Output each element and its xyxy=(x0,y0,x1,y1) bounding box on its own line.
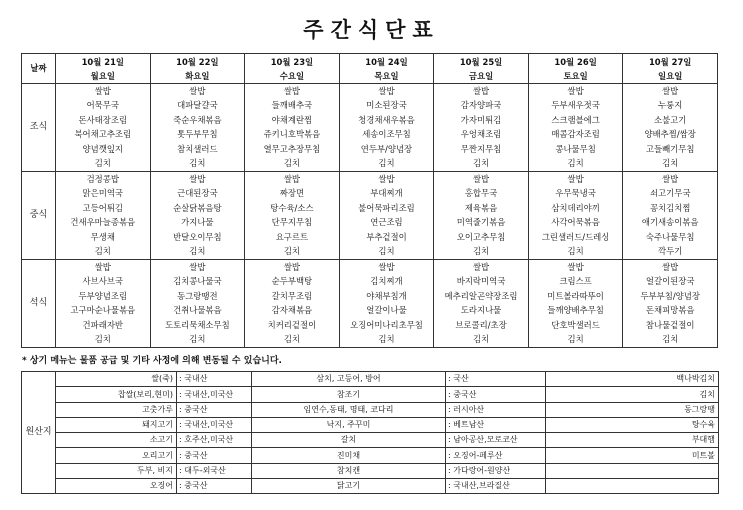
menu-item: 미소된장국 xyxy=(366,100,407,111)
menu-item: 쌀밥 xyxy=(567,85,584,96)
origin-item: 오징어 xyxy=(56,478,177,493)
origin-source: : 남아공산,모로코산 xyxy=(446,433,546,448)
menu-item: 쌀밥 xyxy=(662,173,679,184)
menu-items xyxy=(152,260,244,347)
menu-items xyxy=(341,172,433,259)
origin-item: 쌀(죽) xyxy=(56,372,177,387)
menu-item: 김치콩나물국 xyxy=(173,276,222,287)
menu-item: 쌀밥 xyxy=(378,261,395,272)
origin-source: : 오징어-페루산 xyxy=(446,448,546,463)
menu-item: 쇠고기무국 xyxy=(649,188,691,199)
day-date: 10월 26일 xyxy=(554,56,597,67)
day-header xyxy=(339,54,434,84)
menu-item: 미역줄기볶음 xyxy=(456,217,506,228)
day-weekday: 금요일 xyxy=(468,70,494,81)
menu-item: 김치 xyxy=(662,158,679,169)
menu-items xyxy=(57,84,149,171)
menu-item: 김치 xyxy=(94,158,111,169)
menu-item: 김치 xyxy=(189,334,206,345)
day-date: 10월 21일 xyxy=(81,56,124,67)
menu-item: 오징어미나리초무침 xyxy=(350,319,423,330)
menu-item: 부대찌개 xyxy=(370,188,403,199)
page-title: 주간식단표 xyxy=(303,18,440,42)
menu-item: 불어묵파리조림 xyxy=(358,202,415,213)
menu-item: 김치 xyxy=(189,246,206,257)
menu-item: 검정콩밥 xyxy=(86,173,119,184)
origin-table xyxy=(21,371,719,494)
menu-item: 김치 xyxy=(472,334,490,345)
menu-item: 열무고추장무침 xyxy=(263,143,321,154)
menu-items xyxy=(246,260,338,347)
meal-row xyxy=(22,260,718,348)
menu-item: 참치샐러드 xyxy=(177,143,218,154)
menu-cell xyxy=(623,260,718,348)
origin-item: 소고기 xyxy=(56,433,177,448)
menu-item: 김치 xyxy=(567,158,584,169)
menu-item: 도라지나물 xyxy=(460,305,502,316)
menu-item: 사브사브국 xyxy=(82,276,123,287)
menu-item: 김치 xyxy=(283,158,300,169)
menu-item: 참나물겉절이 xyxy=(645,319,695,330)
meal-label: 조식 xyxy=(22,84,56,172)
meal-label: 중식 xyxy=(22,172,56,260)
menu-cell xyxy=(339,260,434,348)
origin-source: : 중국산 xyxy=(177,478,252,493)
menu-item: 쌀밥 xyxy=(567,261,584,272)
meal-row xyxy=(22,84,718,172)
day-header xyxy=(56,54,151,84)
menu-item: 대파달걀국 xyxy=(177,100,218,111)
menu-items xyxy=(152,172,244,259)
menu-item: 김치 xyxy=(472,246,490,257)
weekly-menu-table xyxy=(21,53,718,348)
menu-cell xyxy=(528,260,623,348)
menu-items xyxy=(530,84,622,171)
menu-item: 무생채 xyxy=(90,231,115,242)
menu-cell xyxy=(245,172,340,260)
menu-item: 탕수육/소스 xyxy=(270,202,314,213)
menu-item: 청경채새우볶음 xyxy=(358,114,415,125)
menu-item: 순살닭볶음탕 xyxy=(173,202,222,213)
menu-cell xyxy=(434,84,529,172)
menu-item: 김치찌개 xyxy=(370,276,403,287)
day-header xyxy=(150,54,245,84)
menu-item: 브로콜리/초장 xyxy=(455,319,507,330)
menu-cell xyxy=(245,260,340,348)
menu-items xyxy=(246,84,338,171)
menu-item: 연두부/양념장 xyxy=(360,143,413,154)
origin-item: 백나박김치 xyxy=(546,372,719,387)
menu-item: 무짠지무침 xyxy=(460,143,502,154)
menu-items xyxy=(435,260,527,347)
menu-item: 쌀밥 xyxy=(472,261,490,272)
origin-item: 임연수,동태, 명태, 코다리 xyxy=(252,402,446,417)
menu-item: 미트볼라따뚜이 xyxy=(547,290,604,301)
menu-cell xyxy=(150,172,245,260)
menu-items xyxy=(624,84,716,171)
origin-row xyxy=(22,402,719,417)
menu-cell xyxy=(623,84,718,172)
menu-item: 소불고기 xyxy=(654,114,687,125)
meal-label: 석식 xyxy=(22,260,56,348)
menu-cell xyxy=(528,172,623,260)
menu-items xyxy=(530,172,622,259)
menu-item: 홍합무국 xyxy=(464,188,498,199)
menu-item: 김치 xyxy=(662,334,679,345)
menu-item: 요구르트 xyxy=(275,231,309,242)
menu-cell xyxy=(623,172,718,260)
menu-item: 쌀밥 xyxy=(283,85,300,96)
origin-source: : 가다랑어-원양산 xyxy=(446,463,546,478)
origin-row xyxy=(22,417,719,432)
origin-item xyxy=(546,463,719,478)
menu-item: 두부새우젓국 xyxy=(551,100,600,111)
menu-items xyxy=(435,172,527,259)
menu-item: 오이고추무침 xyxy=(456,231,506,242)
menu-cell xyxy=(56,172,151,260)
menu-cell xyxy=(434,172,529,260)
origin-row xyxy=(22,478,719,493)
menu-item: 순두부백탕 xyxy=(271,276,313,287)
menu-item: 쥬키니호박볶음 xyxy=(263,129,321,140)
menu-item: 돈사태장조림 xyxy=(78,114,128,125)
menu-cell xyxy=(245,84,340,172)
origin-item: 닭고기 xyxy=(252,478,446,493)
menu-item: 김치 xyxy=(94,334,111,345)
menu-item: 김치 xyxy=(283,246,300,257)
menu-item: 감자채볶음 xyxy=(271,305,313,316)
menu-item: 김치 xyxy=(189,158,206,169)
menu-item: 단호박샐러드 xyxy=(551,319,600,330)
origin-item: 참조기 xyxy=(252,387,446,402)
menu-item: 단무지무침 xyxy=(271,217,313,228)
menu-item: 김치 xyxy=(378,158,395,169)
menu-item: 누룽지 xyxy=(658,100,683,111)
menu-item: 두부부침/양념장 xyxy=(640,290,700,301)
menu-items xyxy=(624,260,716,347)
menu-cell xyxy=(150,84,245,172)
menu-item: 깍두기 xyxy=(658,246,683,257)
origin-item: 두부, 비지 xyxy=(56,463,177,478)
menu-cell xyxy=(56,84,151,172)
menu-cell xyxy=(56,260,151,348)
menu-item: 두부양념조림 xyxy=(78,290,128,301)
day-weekday: 월요일 xyxy=(90,70,115,81)
origin-row xyxy=(22,463,719,478)
menu-cell xyxy=(339,84,434,172)
menu-item: 숙주나물무침 xyxy=(645,231,695,242)
menu-item: 쌀밥 xyxy=(94,261,111,272)
menu-item: 우엉채조림 xyxy=(460,129,502,140)
day-weekday: 토요일 xyxy=(563,70,588,81)
origin-item: 찹쌀(보리,현미) xyxy=(56,387,177,402)
origin-label: 원산지 xyxy=(22,372,56,494)
menu-item: 쌀밥 xyxy=(189,85,206,96)
menu-item: 쌀밥 xyxy=(662,261,679,272)
origin-item: 갈치 xyxy=(252,433,446,448)
menu-item: 매콤감자조림 xyxy=(551,129,600,140)
menu-item: 가자미튀김 xyxy=(460,114,502,125)
menu-item: 고등어튀김 xyxy=(82,202,123,213)
menu-item: 김치 xyxy=(283,334,300,345)
menu-item: 애기새송이볶음 xyxy=(641,217,699,228)
menu-item: 쌀밥 xyxy=(189,261,206,272)
menu-item: 톳두부무침 xyxy=(177,129,218,140)
origin-source: : 중국산 xyxy=(177,448,252,463)
menu-item: 세송이조무침 xyxy=(362,129,411,140)
day-date: 10월 27일 xyxy=(648,56,692,67)
menu-item: 근대된장국 xyxy=(177,188,218,199)
notice-text: * 상기 메뉴는 물품 공급 및 기타 사정에 의해 변동될 수 있습니다. xyxy=(22,356,282,366)
menu-item: 양념깻잎지 xyxy=(82,143,123,154)
menu-item: 김치 xyxy=(472,158,490,169)
menu-item: 고구마순나물볶음 xyxy=(70,305,136,316)
origin-item: 낙지, 주꾸미 xyxy=(252,417,446,432)
menu-item: 양배추찜/쌈장 xyxy=(644,129,696,140)
menu-item: 야채계란찜 xyxy=(271,114,313,125)
menu-item: 동그랑땡전 xyxy=(177,290,218,301)
origin-item: 고춧가루 xyxy=(56,402,177,417)
origin-item: 동그랑땡 xyxy=(546,402,719,417)
day-date: 10월 23일 xyxy=(270,56,314,67)
menu-item: 김치 xyxy=(378,246,395,257)
day-header xyxy=(245,54,340,84)
origin-source: : 호주산,미국산 xyxy=(177,433,252,448)
menu-item: 맑은미역국 xyxy=(82,188,123,199)
menu-item: 건파래자반 xyxy=(82,319,123,330)
menu-cell xyxy=(434,260,529,348)
day-header xyxy=(434,54,529,84)
menu-item: 건취나물볶음 xyxy=(173,305,222,316)
day-date: 10월 24일 xyxy=(365,56,408,67)
day-weekday: 일요일 xyxy=(658,70,683,81)
menu-item: 들깨양배추무침 xyxy=(547,305,604,316)
origin-item: 돼지고기 xyxy=(56,417,177,432)
menu-items xyxy=(152,84,244,171)
origin-source: : 국내산,미국산 xyxy=(177,387,252,402)
menu-item: 쌀밥 xyxy=(94,85,111,96)
origin-item: 오리고기 xyxy=(56,448,177,463)
origin-item: 부대햄 xyxy=(546,433,719,448)
menu-item: 꽁치김치찜 xyxy=(649,202,691,213)
menu-item: 도토리묵채소무침 xyxy=(164,319,230,330)
menu-item: 제육볶음 xyxy=(464,202,498,213)
date-corner-label: 날짜 xyxy=(22,54,56,84)
menu-item: 메추리알곤약장조림 xyxy=(444,290,518,301)
origin-source: : 중국산 xyxy=(446,387,546,402)
menu-item: 가지나물 xyxy=(181,217,214,228)
origin-row xyxy=(22,372,719,387)
menu-item: 그린샐러드/드레싱 xyxy=(541,231,610,242)
menu-item: 쌀밥 xyxy=(189,173,206,184)
menu-item: 치커리겉절이 xyxy=(267,319,317,330)
origin-item: 참치캔 xyxy=(252,463,446,478)
menu-item: 바지락미역국 xyxy=(456,276,506,287)
day-date: 10월 25일 xyxy=(459,56,503,67)
origin-item: 진미채 xyxy=(252,448,446,463)
menu-items xyxy=(435,84,527,171)
origin-row xyxy=(22,387,719,402)
origin-source: : 국내산,미국산 xyxy=(177,417,252,432)
menu-item: 얼갈이된장국 xyxy=(645,276,695,287)
menu-item: 짜장면 xyxy=(279,188,305,199)
menu-item: 야채부침개 xyxy=(366,290,407,301)
day-weekday: 수요일 xyxy=(279,70,305,81)
day-weekday: 화요일 xyxy=(185,70,210,81)
menu-item: 연근조림 xyxy=(370,217,403,228)
menu-item: 부추겉절이 xyxy=(366,231,407,242)
origin-row xyxy=(22,448,719,463)
menu-item: 콩나물무침 xyxy=(555,143,596,154)
menu-item: 고들빼기무침 xyxy=(645,143,695,154)
menu-item: 반달오이무침 xyxy=(173,231,222,242)
menu-item: 쌀밥 xyxy=(283,173,300,184)
day-weekday: 목요일 xyxy=(374,70,399,81)
menu-items xyxy=(341,260,433,347)
menu-item: 어묵무국 xyxy=(86,100,119,111)
menu-item: 들깨배추국 xyxy=(271,100,313,111)
menu-item: 북어채고추조림 xyxy=(74,129,132,140)
menu-item: 쌀밥 xyxy=(472,173,490,184)
menu-item: 쌀밥 xyxy=(662,85,679,96)
origin-item: 김치 xyxy=(546,387,719,402)
origin-source: : 국내산 xyxy=(177,372,252,387)
menu-item: 건새우마늘종볶음 xyxy=(70,217,136,228)
menu-item: 김치 xyxy=(567,334,584,345)
menu-item: 사각어묵볶음 xyxy=(551,217,600,228)
menu-items xyxy=(341,84,433,171)
menu-item: 감자양파국 xyxy=(460,100,502,111)
menu-item: 김치 xyxy=(567,246,584,257)
menu-items xyxy=(624,172,716,259)
menu-item: 쌀밥 xyxy=(472,85,490,96)
menu-item: 스크램블에그 xyxy=(551,114,600,125)
menu-item: 쌀밥 xyxy=(378,173,395,184)
menu-item: 얼갈이나물 xyxy=(366,305,407,316)
origin-row xyxy=(22,433,719,448)
origin-source: : 중국산 xyxy=(177,402,252,417)
origin-item: 미트볼 xyxy=(546,448,719,463)
day-header xyxy=(528,54,623,84)
origin-item: 삼치, 고등어, 방어 xyxy=(252,372,446,387)
day-date: 10월 22일 xyxy=(176,56,219,67)
menu-item: 삼치데리야끼 xyxy=(551,202,600,213)
menu-item: 김치 xyxy=(378,334,395,345)
day-header xyxy=(623,54,718,84)
menu-item: 쌀밥 xyxy=(283,261,300,272)
menu-item: 크림스프 xyxy=(559,276,592,287)
menu-item: 쌀밥 xyxy=(567,173,584,184)
header-row xyxy=(22,54,718,84)
menu-item: 죽순우채볶음 xyxy=(173,114,222,125)
origin-source: : 국산 xyxy=(446,372,546,387)
menu-item: 우무묵냉국 xyxy=(555,188,596,199)
origin-item xyxy=(546,478,719,493)
menu-item: 돈채피망볶음 xyxy=(645,305,695,316)
origin-source: : 베트남산 xyxy=(446,417,546,432)
menu-cell xyxy=(339,172,434,260)
menu-items xyxy=(57,260,149,347)
menu-cell xyxy=(150,260,245,348)
menu-cell xyxy=(528,84,623,172)
origin-source: : 대두-외국산 xyxy=(177,463,252,478)
menu-items xyxy=(246,172,338,259)
origin-source: : 러시아산 xyxy=(446,402,546,417)
origin-item: 탕수육 xyxy=(546,417,719,432)
menu-item: 쌀밥 xyxy=(378,85,395,96)
menu-item: 김치 xyxy=(94,246,111,257)
origin-source: : 국내산,브라질산 xyxy=(446,478,546,493)
menu-items xyxy=(530,260,622,347)
menu-items xyxy=(57,172,149,259)
menu-item: 갈치무조림 xyxy=(271,290,313,301)
meal-row xyxy=(22,172,718,260)
